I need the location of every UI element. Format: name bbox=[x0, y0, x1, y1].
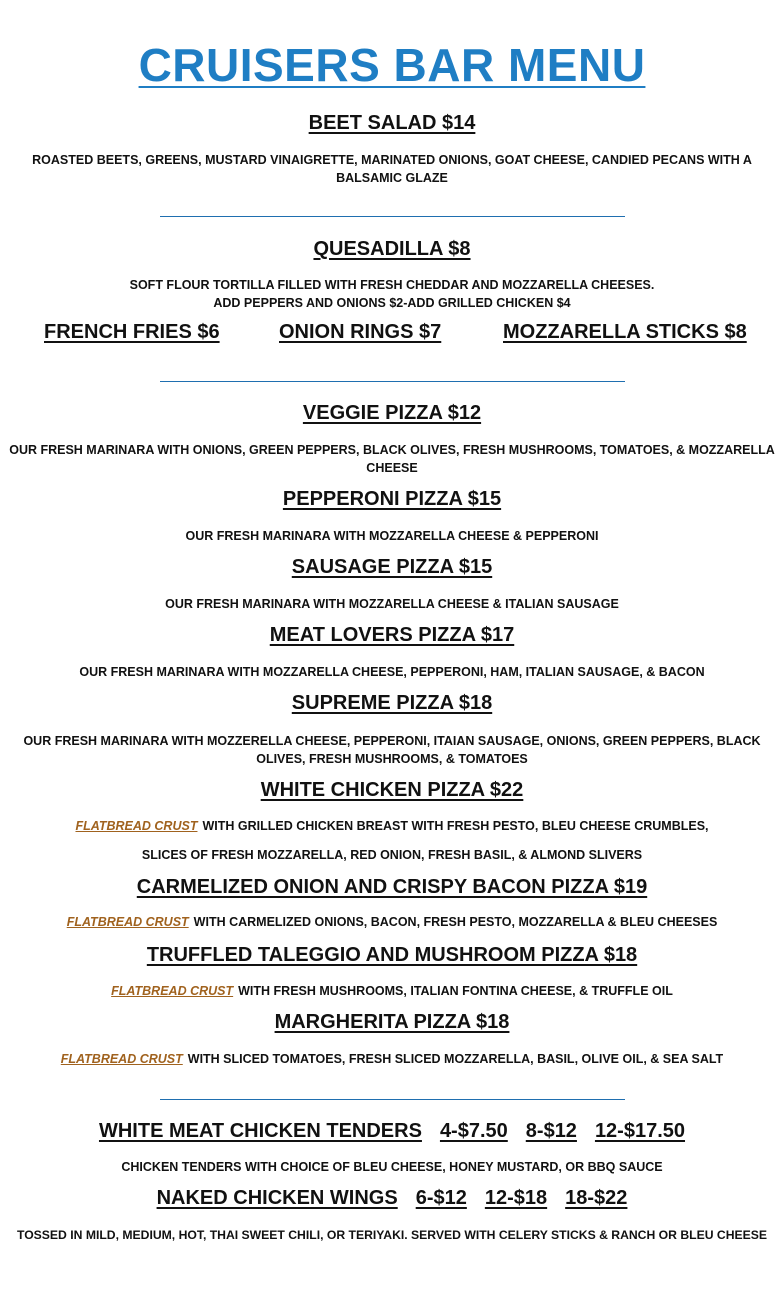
flatbread-crust-label: FLATBREAD CRUST bbox=[111, 984, 234, 998]
french-fries-item: FRENCH FRIES $6 bbox=[44, 321, 220, 343]
tenders-price-4: 4-$7.50 bbox=[439, 1120, 508, 1142]
divider bbox=[160, 1099, 625, 1100]
divider bbox=[160, 216, 625, 217]
beet-salad-heading: BEET SALAD $14 bbox=[308, 112, 476, 134]
tenders-price-12: 12-$17.50 bbox=[594, 1120, 686, 1142]
meat-lovers-pizza-description: OUR FRESH MARINARA WITH MOZZARELLA CHEESE, PEPPERONI, HAM, ITALIAN SAUSAGE, & BACON bbox=[79, 665, 705, 679]
supreme-pizza-description: OUR FRESH MARINARA WITH MOZZERELLA CHEESE, PEPPERONI, ITAIAN SAUSAGE, ONIONS, GREEN PEPPERS, BLACK OLIVES, FRESH MUSHROOMS, & TOMATOES bbox=[23, 734, 761, 766]
veggie-pizza-description: OUR FRESH MARINARA WITH ONIONS, GREEN PEPPERS, BLACK OLIVES, FRESH MUSHROOMS, TOMATOES, & MOZZARELLA CHEESE bbox=[9, 443, 775, 475]
chicken-wings-description: TOSSED IN MILD, MEDIUM, HOT, THAI SWEET CHILI, OR TERIYAKI. SERVED WITH CELERY STICKS & RANCH OR BLEU CHEESE bbox=[16, 1228, 768, 1242]
pepperoni-pizza-heading: PEPPERONI PIZZA $15 bbox=[282, 488, 502, 510]
truffled-taleggio-pizza-heading: TRUFFLED TALEGGIO AND MUSHROOM PIZZA $18 bbox=[146, 944, 638, 966]
mozzarella-sticks-item: MOZZARELLA STICKS $8 bbox=[503, 321, 747, 343]
veggie-pizza-heading: VEGGIE PIZZA $12 bbox=[302, 402, 482, 424]
menu-title: CRUISERS BAR MENU bbox=[138, 39, 646, 91]
tenders-price-8: 8-$12 bbox=[525, 1120, 577, 1142]
wings-price-6: 6-$12 bbox=[415, 1187, 467, 1209]
white-chicken-pizza-description-line2: SLICES OF FRESH MOZZARELLA, RED ONION, FRESH BASIL, & ALMOND SLIVERS bbox=[141, 848, 643, 862]
sides-row bbox=[0, 321, 784, 349]
quesadilla-heading: QUESADILLA $8 bbox=[313, 238, 471, 260]
divider bbox=[160, 381, 625, 382]
white-chicken-pizza-heading: WHITE CHICKEN PIZZA $22 bbox=[260, 779, 524, 801]
chicken-tenders-name: WHITE MEAT CHICKEN TENDERS bbox=[98, 1120, 422, 1142]
quesadilla-description: SOFT FLOUR TORTILLA FILLED WITH FRESH CHEDDAR AND MOZZARELLA CHEESES. bbox=[129, 278, 655, 292]
chicken-tenders-heading bbox=[0, 1120, 784, 1143]
carmelized-onion-pizza-heading: CARMELIZED ONION AND CRISPY BACON PIZZA $19 bbox=[136, 876, 648, 898]
pepperoni-pizza-description: OUR FRESH MARINARA WITH MOZZARELLA CHEESE & PEPPERONI bbox=[185, 529, 599, 543]
carmelized-onion-pizza-description: FLATBREAD CRUST WITH CARMELIZED ONIONS, BACON, FRESH PESTO, MOZZARELLA & BLEU CHEESES bbox=[66, 915, 718, 929]
chicken-wings-heading bbox=[0, 1187, 784, 1210]
margherita-pizza-heading: MARGHERITA PIZZA $18 bbox=[274, 1011, 510, 1033]
wings-price-18: 18-$22 bbox=[565, 1187, 628, 1209]
onion-rings-item: ONION RINGS $7 bbox=[279, 321, 442, 343]
beet-salad-description: ROASTED BEETS, GREENS, MUSTARD VINAIGRETTE, MARINATED ONIONS, GOAT CHEESE, CANDIED PECANS WITH A BALSAMIC GLAZE bbox=[32, 153, 752, 185]
margherita-pizza-description: FLATBREAD CRUST WITH SLICED TOMATOES, FRESH SLICED MOZZARELLA, BASIL, OLIVE OIL, & SEA SALT bbox=[60, 1052, 724, 1066]
flatbread-crust-label: FLATBREAD CRUST bbox=[75, 819, 198, 833]
sausage-pizza-heading: SAUSAGE PIZZA $15 bbox=[291, 556, 493, 578]
chicken-wings-name: NAKED CHICKEN WINGS bbox=[156, 1187, 398, 1209]
chicken-tenders-description: CHICKEN TENDERS WITH CHOICE OF BLEU CHEESE, HONEY MUSTARD, OR BBQ SAUCE bbox=[121, 1160, 663, 1174]
truffled-taleggio-pizza-description: FLATBREAD CRUST WITH FRESH MUSHROOMS, ITALIAN FONTINA CHEESE, & TRUFFLE OIL bbox=[111, 984, 673, 998]
quesadilla-addons: ADD PEPPERS AND ONIONS $2-ADD GRILLED CHICKEN $4 bbox=[213, 296, 571, 310]
meat-lovers-pizza-heading: MEAT LOVERS PIZZA $17 bbox=[269, 624, 515, 646]
wings-price-12: 12-$18 bbox=[484, 1187, 548, 1209]
supreme-pizza-heading: SUPREME PIZZA $18 bbox=[291, 692, 493, 714]
sausage-pizza-description: OUR FRESH MARINARA WITH MOZZARELLA CHEESE & ITALIAN SAUSAGE bbox=[165, 597, 619, 611]
flatbread-crust-label: FLATBREAD CRUST bbox=[60, 1052, 183, 1066]
white-chicken-pizza-description-line1: FLATBREAD CRUST WITH GRILLED CHICKEN BREAST WITH FRESH PESTO, BLEU CHEESE CRUMBLES, bbox=[75, 819, 709, 833]
flatbread-crust-label: FLATBREAD CRUST bbox=[66, 915, 189, 929]
